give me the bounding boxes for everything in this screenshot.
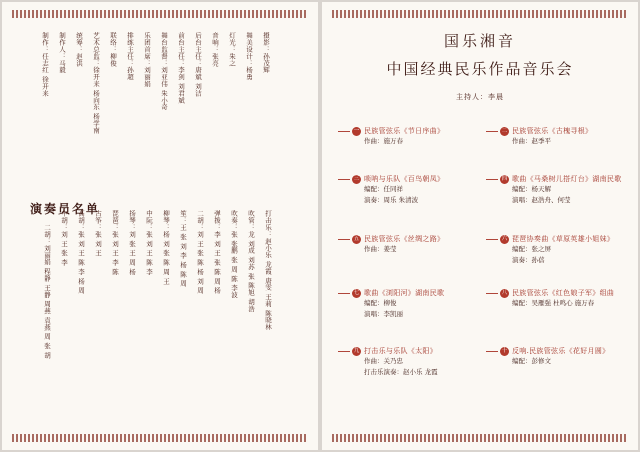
program-number-badge: 七 (353, 289, 360, 296)
program-item-header (338, 288, 480, 298)
leader-line (338, 239, 350, 240)
program-item (338, 174, 480, 206)
program-title: 歌曲《浏阳河》湖南民歌 (364, 289, 445, 297)
program-detail: 作曲：关乃忠 (364, 357, 403, 365)
leader-line (338, 179, 350, 180)
program-title: 唢呐与乐队《百鸟朝凤》 (364, 175, 445, 183)
member-column: 高胡：张 刘 王 陈 李 杨 周 (77, 210, 85, 294)
credit-column: 前台主任：李剑 刘君斌 (177, 32, 185, 104)
credit-column: 乐团首席：刘丽娟 (143, 32, 151, 88)
program-item-header (486, 288, 628, 298)
leader-line (338, 293, 350, 294)
program-number-badge: 五 (353, 235, 360, 242)
program-detail: 编配：杨天解 (512, 185, 551, 193)
program-title: 打击乐与乐队《太阳》 (364, 347, 437, 355)
program-detail: 编配：张之屏 (512, 245, 551, 253)
program-item-header (486, 174, 628, 184)
leader-line (486, 239, 498, 240)
program-detail: 作曲：施万春 (364, 137, 403, 145)
program-number-badge: 二 (501, 127, 508, 134)
credit-column: 舞台监督：刘亚伟 朱小奇 (160, 32, 168, 111)
decorative-border-bottom (12, 434, 308, 442)
decorative-border-top (12, 10, 308, 18)
program-title: 民族管弦乐《古槐寻根》 (512, 127, 593, 135)
program-item-header (338, 174, 480, 184)
member-column: 吹奏：张 张鹏 张 周 陈 李波 (230, 210, 238, 299)
program-number-badge: 八 (501, 289, 508, 296)
concert-subtitle: 中国经典民乐作品音乐会 (386, 60, 574, 78)
program-title: 歌曲《马桑树儿搭灯台》湖南民歌 (512, 175, 622, 183)
member-column: 琵琶：张 刘 王 李 陈 (111, 210, 119, 276)
credit-column: 排练主任：孙超 (126, 32, 134, 81)
program-title: 民族管弦乐《节日序曲》 (364, 127, 445, 135)
program-number-badge: 三 (353, 175, 360, 182)
credit-column: 灯光：朱之 (228, 32, 236, 67)
right-page (322, 2, 638, 450)
program-number-badge: 六 (501, 235, 508, 242)
program-number-badge: 十 (501, 347, 508, 354)
program-title: 民族管弦乐《丝绸之路》 (364, 235, 445, 243)
program-detail: 演唱：赵浩舟、何莹 (512, 196, 571, 204)
member-column: 二胡：刘 王 张 陈 杨 刘 周 (196, 210, 204, 294)
leader-line (486, 179, 498, 180)
program-detail: 演唱：李凯丽 (364, 310, 403, 318)
program-detail: 打击乐演奏：赵小乐 龙霞 (364, 368, 438, 376)
credit-column: 制作：任志红 徐开来 (41, 32, 49, 97)
program-detail: 编配：任同祥 (364, 185, 403, 193)
credit-column: 统筹：赵洪 (75, 32, 83, 67)
program-item (338, 288, 480, 320)
program-number-badge: 一 (353, 127, 360, 134)
member-column: 中阮：张 刘 王 陈 李 (145, 210, 153, 276)
program-item-header (486, 234, 628, 244)
member-column: 柳琴：杨 刘 张 陈 周 王 (162, 210, 170, 285)
program-number-badge: 九 (353, 347, 360, 354)
credit-column: 艺术总监：徐开来 杨向东 杨学南 (92, 32, 100, 134)
leader-line (486, 293, 498, 294)
program-item (486, 346, 628, 367)
concert-title: 国乐湘音 (443, 32, 516, 50)
member-column: 古筝：张 刘 王 (94, 210, 102, 257)
program-item-header (338, 126, 480, 136)
program-title: 民族管弦乐《红色娘子军》组曲 (512, 289, 615, 297)
section-title: 演奏员名单 (30, 202, 101, 216)
member-column: 打击乐：赵小乐 龙霞 唐雯 王莉 陈晓林 (264, 210, 272, 331)
leader-line (338, 351, 350, 352)
program-item-header (486, 126, 628, 136)
member-column: 二胡：刘丽娟 程静 王静 周燕 袁燕 周 张 胡 (43, 224, 51, 359)
program-item (338, 234, 480, 255)
decorative-border-bottom (332, 434, 628, 442)
member-column: 笙：王 张 刘 李 杨 陈 周 (179, 210, 187, 287)
credit-column: 联络：柳俊 (109, 32, 117, 67)
program-detail: 演奏：孙蓓 (512, 256, 545, 264)
program-item (486, 234, 628, 266)
credit-column: 舞美设计：杨勇 (245, 32, 253, 81)
leader-line (338, 131, 350, 132)
program-detail: 编配：柳俊 (364, 299, 397, 307)
program-detail: 编配：吴雁强 杜鸣心 施万春 (512, 299, 595, 307)
member-column: 扬琴：刘 张 王 周 杨 (128, 210, 136, 276)
program-item (486, 288, 628, 309)
program-title: 琵琶协奏曲《草原英雄小姐妹》 (512, 235, 615, 243)
credit-column: 制作人：马毅 (58, 32, 66, 74)
program-number-badge: 四 (501, 175, 508, 182)
program-item-header (338, 346, 480, 356)
program-item-header (486, 346, 628, 356)
program-detail: 编配：彭修文 (512, 357, 551, 365)
program-detail: 演奏：周乐 朱清波 (364, 196, 419, 204)
credit-column: 音响：张亮 (211, 32, 219, 67)
member-column: 中胡：刘 王 张 李 (60, 210, 68, 266)
credit-column: 后台主任：唐斌 刘洁 (194, 32, 202, 97)
left-page (2, 2, 318, 450)
credit-column: 摄影：孙茂辉 (262, 32, 270, 74)
program-item-header (338, 234, 480, 244)
leader-line (486, 131, 498, 132)
host-line: 主持人：李晨 (456, 93, 504, 101)
program-detail: 作曲：赵季平 (512, 137, 551, 145)
program-item (486, 174, 628, 206)
leader-line (486, 351, 498, 352)
program-item (338, 346, 480, 378)
member-column: 吹管：龙 刘成 刘苏 张 陈旭 胡浩 (247, 210, 255, 313)
program-item (486, 126, 628, 147)
program-item (338, 126, 480, 147)
decorative-border-top (332, 10, 628, 18)
member-column: 弹拨：李 刘 王 张 陈 周 杨 (213, 210, 221, 294)
program-title: 反响.民族管弦乐《花好月圆》 (512, 347, 610, 355)
program-detail: 作曲：姜莹 (364, 245, 397, 253)
